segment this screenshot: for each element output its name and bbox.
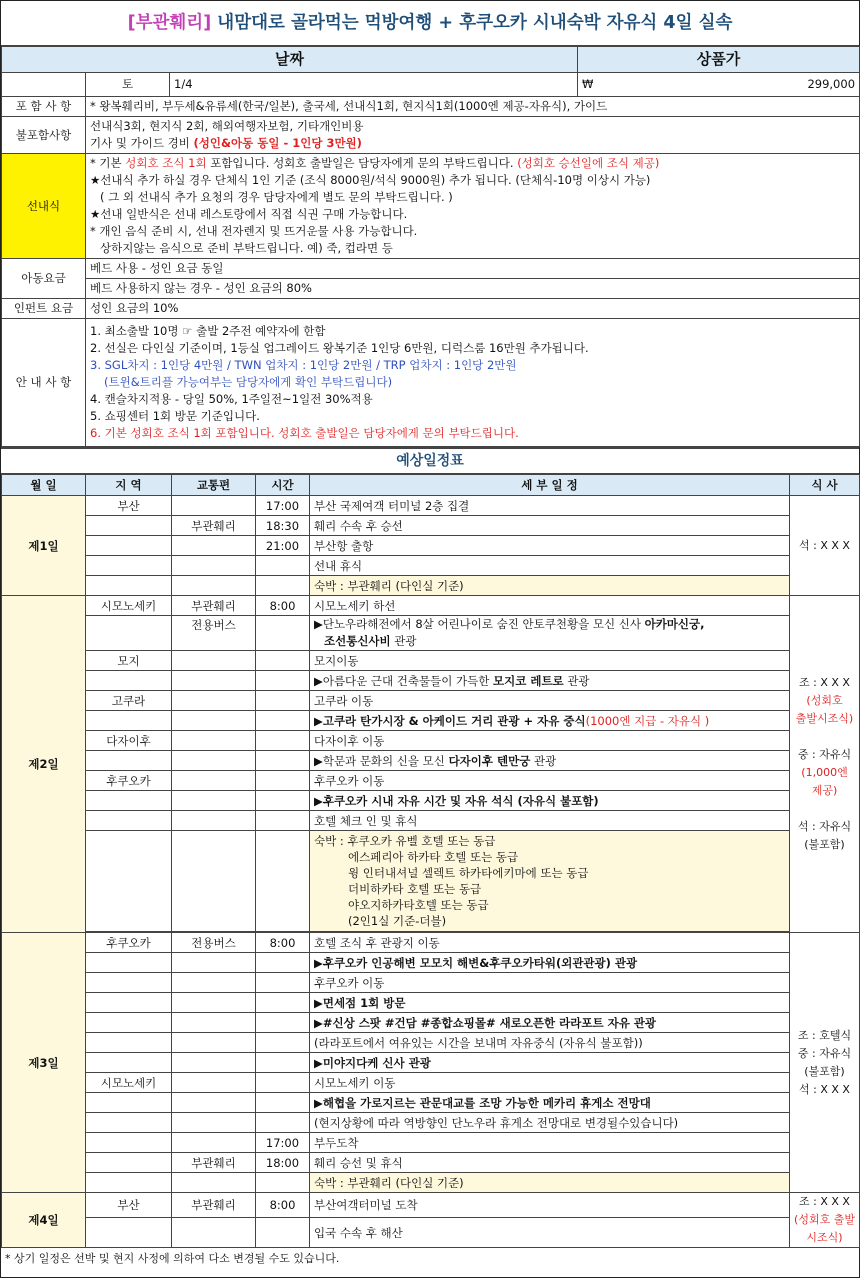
day1-meal: 석 : X X X [790, 496, 860, 596]
table-row [2, 771, 860, 791]
meal-line-3: ( 그 외 선내식 추가 요청의 경우 담당자에게 별도 문의 부탁드립니다. ) [100, 190, 453, 204]
col-region: 지 역 [86, 475, 172, 496]
include-text: * 왕복훼리비, 부두세&유류세(한국/일본), 출국세, 선내식1회, 현지식1회(1000엔 제공-자유식), 가이드 [86, 97, 860, 117]
child-row-2 [2, 279, 860, 299]
detail-cell: ▶미야지다케 신사 관광 [310, 1053, 790, 1073]
detail-cell: 고쿠라 이동 [310, 691, 790, 711]
transport-cell: 전용버스 [172, 933, 256, 953]
onboard-meal-row [2, 154, 860, 259]
table-row [2, 651, 860, 671]
transport-cell: 부관훼리 [172, 1193, 256, 1218]
meal-line-1: * 기본 성회호 조식 1회 포함입니다. 성회호 출발일은 담당자에게 문의 부탁드립니다. (성회호 승선일에 조식 제공) [90, 156, 660, 170]
time-cell: 8:00 [256, 596, 310, 616]
title-main: 내맘대로 골라먹는 먹방여행 + 후쿠오카 시내숙박 자유식 4일 실속 [211, 13, 733, 33]
table-row [2, 751, 860, 771]
detail-cell: 모지이동 [310, 651, 790, 671]
detail-cell: ▶후쿠오카 인공해변 모모치 해변&후쿠오카타워(외관관광) 관광 [310, 953, 790, 973]
transport-cell: 부관훼리 [172, 596, 256, 616]
detail-cell: 선내 휴식 [310, 556, 790, 576]
exclude-text [86, 117, 860, 154]
table-row [2, 973, 860, 993]
region-cell: 부산 [86, 1193, 172, 1218]
table-row [2, 831, 860, 932]
meal-line-2: ★선내식 추가 하실 경우 단체식 1인 기준 (조식 8000원/석식 9000원) 추가 됩니다. (단체식-10명 이상시 가능) [90, 173, 651, 187]
table-row [2, 671, 860, 691]
detail-cell: ▶#신상 스팟 #건담 #종합쇼핑몰# 새로오픈한 라라포트 자유 관광 [310, 1013, 790, 1033]
region-cell: 시모노세키 [86, 596, 172, 616]
onboard-meal-label: 선내식 [2, 154, 86, 259]
table-row [2, 953, 860, 973]
day3-label: 제3일 [2, 933, 86, 1193]
meal-line-4: ★선내 일반식은 선내 레스토랑에서 직접 식권 구매 가능합니다. [90, 207, 408, 221]
table-row [2, 516, 860, 536]
notice-label: 안 내 사 항 [2, 319, 86, 447]
notice-line-6: 6. 기본 성회호 조식 1회 포함입니다. 성회호 출발일은 담당자에게 문의 부탁드립니다. [90, 426, 519, 440]
price-header: 상품가 [578, 47, 860, 73]
meal-line: 중 : 자유식 [797, 748, 852, 761]
date-header: 날짜 [2, 47, 578, 73]
table-row [2, 933, 860, 953]
price-header-row [2, 47, 860, 73]
meal-line-6: 상하지않는 음식으로 준비 부탁드립니다. 예) 죽, 컵라면 등 [100, 241, 393, 255]
transport-cell: 부관훼리 [172, 516, 256, 536]
notice-line-2: 2. 선실은 다인실 기준이며, 1등실 업그레이드 왕복기준 1인당 6만원, 디럭스룸 16만원 추가됩니다. [90, 341, 589, 355]
table-row [2, 1073, 860, 1093]
detail-cell: ▶단노우라해전에서 8살 어린나이로 숨진 안토쿠천황을 모신 신사 아카마신궁, 조선통신사비 관광 [310, 616, 790, 651]
footnote: * 상기 일정은 선박 및 현지 사정에 의하여 다소 변경될 수도 있습니다. [5, 1252, 340, 1265]
exclude-line-2: 기사 및 가이드 경비 (성인&아동 동일 - 1인당 3만원) [90, 136, 362, 150]
region-cell: 모지 [86, 651, 172, 671]
meal-line [794, 800, 855, 818]
day4-meal: 조 : X X X (성회호 출발 시조식) [790, 1193, 860, 1248]
departure-date: 1/4 [170, 73, 578, 97]
region-cell [86, 556, 172, 576]
table-row [2, 1013, 860, 1033]
day2-stay: 숙박 : 후쿠오카 유벨 호텔 또는 동급 에스페리아 하카타 호텔 또는 동급 윙 인터내셔널 셀렉트 하카타에키마에 또는 동급 더비하카타 호텔 또는 동급 야오지하카타호텔 또는 동급 (2인1실 기준-더블) [310, 831, 790, 932]
transport-cell [172, 536, 256, 556]
day3-stay: 숙박 : 부관훼리 (다인실 기준) [310, 1173, 790, 1193]
notice-line-3b: (트윈&트리플 가능여부는 담당자에게 확인 부탁드립니다) [104, 375, 393, 389]
detail-cell: 부두도착 [310, 1133, 790, 1153]
price-cell [578, 73, 860, 97]
detail-cell: 훼리 수속 후 승선 [310, 516, 790, 536]
detail-cell: ▶아름다운 근대 건축물들이 가득한 모지코 레트로 관광 [310, 671, 790, 691]
time-cell: 17:00 [256, 1133, 310, 1153]
schedule-section-title: 예상일정표 [1, 447, 859, 474]
col-date: 월 일 [2, 475, 86, 496]
detail-cell: 시모노세키 이동 [310, 1073, 790, 1093]
col-detail: 세 부 일 정 [310, 475, 790, 496]
table-row [2, 596, 860, 616]
currency-symbol: ₩ [582, 77, 594, 91]
child-label: 아동요금 [2, 259, 86, 299]
day2-meal [790, 596, 860, 933]
detail-cell: 호텔 체크 인 및 휴식 [310, 811, 790, 831]
child-line-2: 베드 사용하지 않는 경우 - 성인 요금의 80% [86, 279, 860, 299]
detail-cell: ▶학문과 문화의 신을 모신 다자이후 텐만궁 관광 [310, 751, 790, 771]
notice-line-1: 1. 최소출발 10명 ☞ 출발 2주전 예약자에 한함 [90, 324, 326, 338]
onboard-meal-text [86, 154, 860, 259]
notice-line-3: 3. SGL차지 : 1인당 4만원 / TWN 업차지 : 1인당 2만원 / TRP 업차지 : 1인당 2만원 [90, 358, 517, 372]
include-label: 포 함 사 항 [2, 97, 86, 117]
detail-cell: 후쿠오카 이동 [310, 973, 790, 993]
table-row [2, 1093, 860, 1113]
title-tag: [부관훼리] [127, 13, 212, 33]
detail-cell: ▶면세점 1회 방문 [310, 993, 790, 1013]
table-row [2, 811, 860, 831]
infant-text: 성인 요금의 10% [86, 299, 860, 319]
detail-cell: 다자이후 이동 [310, 731, 790, 751]
child-row-1 [2, 259, 860, 279]
region-cell: 후쿠오카 [86, 771, 172, 791]
table-row [2, 616, 860, 651]
table-row [2, 711, 860, 731]
detail-cell: 후쿠오카 이동 [310, 771, 790, 791]
meal-line: 제공) [811, 784, 838, 797]
table-row [2, 1193, 860, 1218]
child-line-1: 베드 사용 - 성인 요금 동일 [86, 259, 860, 279]
region-cell [86, 516, 172, 536]
meal-line: (불포함) [804, 838, 845, 851]
exclude-line-1: 선내식3회, 현지식 2회, 해외여행자보험, 기타개인비용 [90, 119, 364, 133]
region-cell: 시모노세키 [86, 1073, 172, 1093]
price-value: 299,000 [807, 77, 856, 91]
meal-line: 석 : 자유식 [797, 820, 852, 833]
region-cell: 다자이후 [86, 731, 172, 751]
schedule-table [1, 474, 860, 1248]
day1-label: 제1일 [2, 496, 86, 596]
day-of-week: 토 [86, 73, 170, 97]
day1-stay: 숙박 : 부관훼리 (다인실 기준) [310, 576, 790, 596]
meal-line: 조 : X X X [799, 676, 850, 689]
detail-cell: (라라포트에서 여유있는 시간을 보내며 자유중식 (자유식 불포함)) [310, 1033, 790, 1053]
notice-text [86, 319, 860, 447]
price-info-table [1, 46, 860, 447]
meal-line [794, 728, 855, 746]
detail-cell: 부산 국제여객 터미널 2층 집결 [310, 496, 790, 516]
day4-label: 제4일 [2, 1193, 86, 1248]
table-row [2, 731, 860, 751]
schedule-header-row [2, 475, 860, 496]
table-row [2, 1053, 860, 1073]
table-row [2, 1218, 860, 1248]
col-time: 시간 [256, 475, 310, 496]
detail-cell: 부산여객터미널 도착 [310, 1193, 790, 1218]
region-cell: 부산 [86, 496, 172, 516]
time-cell: 17:00 [256, 496, 310, 516]
exclude-row [2, 117, 860, 154]
detail-cell: ▶해협을 가로지르는 관문대교를 조망 가능한 메카리 휴게소 전망대 [310, 1093, 790, 1113]
detail-cell: 입국 수속 후 해산 [310, 1218, 790, 1248]
region-cell: 후쿠오카 [86, 933, 172, 953]
detail-cell: 부산항 출항 [310, 536, 790, 556]
table-row [2, 791, 860, 811]
page-title [1, 1, 859, 46]
detail-cell: ▶후쿠오카 시내 자유 시간 및 자유 석식 (자유식 불포함) [310, 791, 790, 811]
table-row [2, 1153, 860, 1173]
time-cell: 8:00 [256, 933, 310, 953]
price-row [2, 73, 860, 97]
table-row [2, 993, 860, 1013]
region-cell [86, 536, 172, 556]
table-row [2, 691, 860, 711]
table-row [2, 1033, 860, 1053]
include-row [2, 97, 860, 117]
transport-cell [172, 496, 256, 516]
meal-line: (1,000엔 [801, 766, 848, 779]
day3-meal: 조 : 호텔식 중 : 자유식 (불포함) 석 : X X X [790, 933, 860, 1193]
table-row [2, 1173, 860, 1193]
infant-row [2, 299, 860, 319]
notice-row [2, 319, 860, 447]
meal-line: (성회호 [806, 694, 843, 707]
col-transport: 교통편 [172, 475, 256, 496]
exclude-label: 불포함사항 [2, 117, 86, 154]
detail-cell: 호텔 조식 후 관광지 이동 [310, 933, 790, 953]
detail-cell: ▶고쿠라 탄가시장 & 아케이드 거리 관광 + 자유 중식(1000엔 지급 - 자유식 ) [310, 711, 790, 731]
notice-line-5: 5. 쇼핑센터 1회 방문 기준입니다. [90, 409, 260, 423]
transport-cell [172, 556, 256, 576]
col-meal: 식 사 [790, 475, 860, 496]
transport-cell: 부관훼리 [172, 1153, 256, 1173]
table-row [2, 496, 860, 516]
region-cell: 고쿠라 [86, 691, 172, 711]
table-row [2, 556, 860, 576]
time-cell: 18:00 [256, 1153, 310, 1173]
infant-label: 인펀트 요금 [2, 299, 86, 319]
meal-line-5: * 개인 음식 준비 시, 선내 전자렌지 및 뜨거운물 사용 가능합니다. [90, 224, 418, 238]
detail-cell: (현지상황에 따라 역방향인 단노우라 휴게소 전망대로 변경될수있습니다) [310, 1113, 790, 1133]
time-cell: 8:00 [256, 1193, 310, 1218]
transport-cell: 전용버스 [172, 616, 256, 651]
table-row [2, 1133, 860, 1153]
detail-cell: 시모노세키 하선 [310, 596, 790, 616]
time-cell: 18:30 [256, 516, 310, 536]
time-cell: 21:00 [256, 536, 310, 556]
table-row [2, 1113, 860, 1133]
day2-label: 제2일 [2, 596, 86, 933]
table-row [2, 536, 860, 556]
notice-line-4: 4. 캔슬차지적용 - 당일 50%, 1주일전~1일전 30%적용 [90, 392, 373, 406]
table-row [2, 576, 860, 596]
detail-cell: 훼리 승선 및 휴식 [310, 1153, 790, 1173]
time-cell [256, 556, 310, 576]
meal-line: 출발시조식) [795, 712, 854, 725]
